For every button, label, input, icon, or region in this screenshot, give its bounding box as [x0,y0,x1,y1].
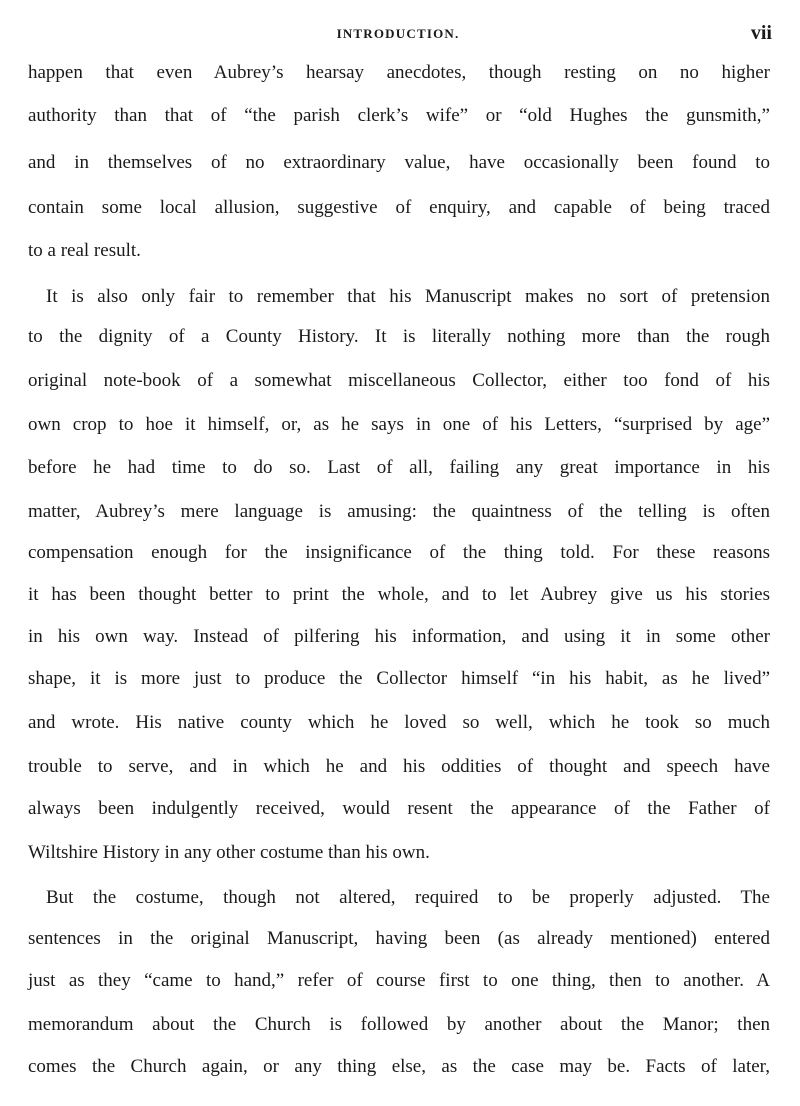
text-line: memorandum about the Church is followed by another about the Manor; then [28,1014,770,1035]
text-line: comes the Church again, or any thing else, as the case may be. Facts of later, [28,1056,770,1077]
text-line: shape, it is more just to produce the Collector himself “in his habit, as he lived” [28,668,770,689]
text-line: in his own way. Instead of pilfering his information, and using it in some other [28,626,770,647]
text-line: contain some local allusion, suggestive of enquiry, and capable of being traced [28,197,770,218]
text-line: before he had time to do so. Last of all, failing any great importance in his [28,457,770,478]
text-line: just as they “came to hand,” refer of course first to one thing, then to another. A [28,970,770,991]
text-line: always been indulgently received, would resent the appearance of the Father of [28,798,770,819]
text-line-paragraph-start: But the costume, though not altered, required to be properly adjusted. The [46,887,770,908]
text-line: to a real result. [28,240,141,261]
text-line: happen that even Aubrey’s hearsay anecdotes, though resting on no higher [28,62,770,83]
text-line: sentences in the original Manuscript, having been (as already mentioned) entered [28,928,770,949]
text-line: matter, Aubrey’s mere language is amusing: the quaintness of the telling is often [28,501,770,522]
text-line-paragraph-start: It is also only fair to remember that his Manuscript makes no sort of pretension [46,286,770,307]
text-line: to the dignity of a County History. It is literally nothing more than the rough [28,326,770,347]
page-number: vii [750,22,772,44]
text-line: Wiltshire History in any other costume than his own. [28,842,430,863]
text-line: it has been thought better to print the whole, and to let Aubrey give us his stories [28,584,770,605]
text-line: authority than that of “the parish clerk’s wife” or “old Hughes the gunsmith,” [28,105,770,126]
text-line: original note-book of a somewhat miscellaneous Collector, either too fond of his [28,370,770,391]
text-line: own crop to hoe it himself, or, as he says in one of his Letters, “surprised by age” [28,414,770,435]
text-line: and wrote. His native county which he loved so well, which he took so much [28,712,770,733]
running-title: INTRODUCTION. [336,26,460,41]
text-line: and in themselves of no extraordinary value, have occasionally been found to [28,152,770,173]
running-head [24,22,772,46]
text-line: compensation enough for the insignificance of the thing told. For these reasons [28,542,770,563]
text-line: trouble to serve, and in which he and his oddities of thought and speech have [28,756,770,777]
